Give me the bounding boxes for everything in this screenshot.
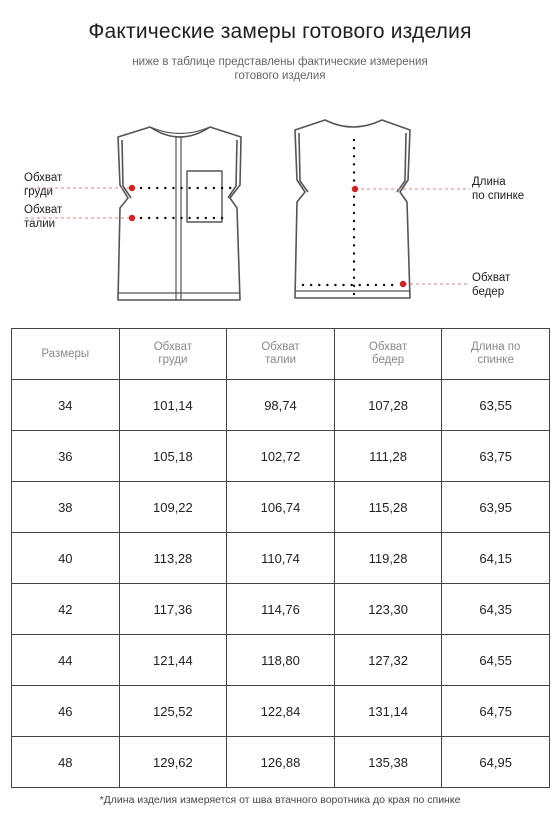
cell-hips: 127,32	[334, 635, 442, 686]
cell-hips: 119,28	[334, 533, 442, 584]
back-view-sketch	[295, 120, 410, 298]
cell-waist: 106,74	[227, 482, 335, 533]
cell-back-length: 64,15	[442, 533, 550, 584]
header-back-length: Длина по спинке	[442, 329, 550, 380]
cell-chest: 125,52	[119, 686, 227, 737]
footnote: *Длина изделия измеряется от шва втачного воротника до края по спинке	[99, 794, 461, 806]
cell-back-length: 63,55	[442, 380, 550, 431]
guide-lines	[25, 188, 470, 284]
header-waist: Обхват талии	[227, 329, 335, 380]
red-markers	[129, 185, 406, 287]
cell-waist: 118,80	[227, 635, 335, 686]
cell-chest: 129,62	[119, 737, 227, 788]
table-row	[12, 482, 550, 533]
table-row	[12, 380, 550, 431]
cell-hips: 123,30	[334, 584, 442, 635]
cell-hips: 115,28	[334, 482, 442, 533]
cell-hips: 111,28	[334, 431, 442, 482]
cell-back-length: 64,35	[442, 584, 550, 635]
page-title: Фактические замеры готового изделия	[88, 20, 472, 43]
page-subtitle: ниже в таблице представлены фактические измерения готового изделия	[132, 56, 428, 82]
label-waist: Обхват талии	[24, 204, 63, 230]
table-row	[12, 737, 550, 788]
label-chest: Обхват груди	[24, 172, 63, 198]
label-hips: Обхват бедер	[472, 272, 511, 298]
cell-back-length: 63,75	[442, 431, 550, 482]
label-back-length: Длина по спинке	[472, 176, 525, 202]
table-row	[12, 533, 550, 584]
cell-size: 34	[12, 380, 120, 431]
cell-back-length: 64,75	[442, 686, 550, 737]
cell-hips: 107,28	[334, 380, 442, 431]
table-header-row	[12, 329, 550, 380]
cell-waist: 126,88	[227, 737, 335, 788]
size-table	[11, 328, 550, 788]
cell-chest: 101,14	[119, 380, 227, 431]
cell-size: 40	[12, 533, 120, 584]
cell-back-length: 64,55	[442, 635, 550, 686]
cell-size: 48	[12, 737, 120, 788]
cell-size: 46	[12, 686, 120, 737]
back-measure-dots	[303, 140, 400, 296]
cell-size: 36	[12, 431, 120, 482]
table-row	[12, 635, 550, 686]
cell-waist: 102,72	[227, 431, 335, 482]
cell-chest: 113,28	[119, 533, 227, 584]
cell-waist: 98,74	[227, 380, 335, 431]
cell-waist: 110,74	[227, 533, 335, 584]
cell-back-length: 63,95	[442, 482, 550, 533]
cell-waist: 122,84	[227, 686, 335, 737]
cell-chest: 121,44	[119, 635, 227, 686]
cell-hips: 135,38	[334, 737, 442, 788]
front-view-sketch	[118, 127, 241, 300]
table-row	[12, 431, 550, 482]
cell-chest: 109,22	[119, 482, 227, 533]
table-row	[12, 584, 550, 635]
cell-size: 42	[12, 584, 120, 635]
cell-waist: 114,76	[227, 584, 335, 635]
cell-chest: 117,36	[119, 584, 227, 635]
cell-hips: 131,14	[334, 686, 442, 737]
cell-size: 38	[12, 482, 120, 533]
header-chest: Обхват груди	[119, 329, 227, 380]
cell-back-length: 64,95	[442, 737, 550, 788]
table-row	[12, 686, 550, 737]
cell-size: 44	[12, 635, 120, 686]
measurement-diagram	[0, 100, 560, 315]
cell-chest: 105,18	[119, 431, 227, 482]
header-hips: Обхват бедер	[334, 329, 442, 380]
header-size: Размеры	[12, 329, 120, 380]
